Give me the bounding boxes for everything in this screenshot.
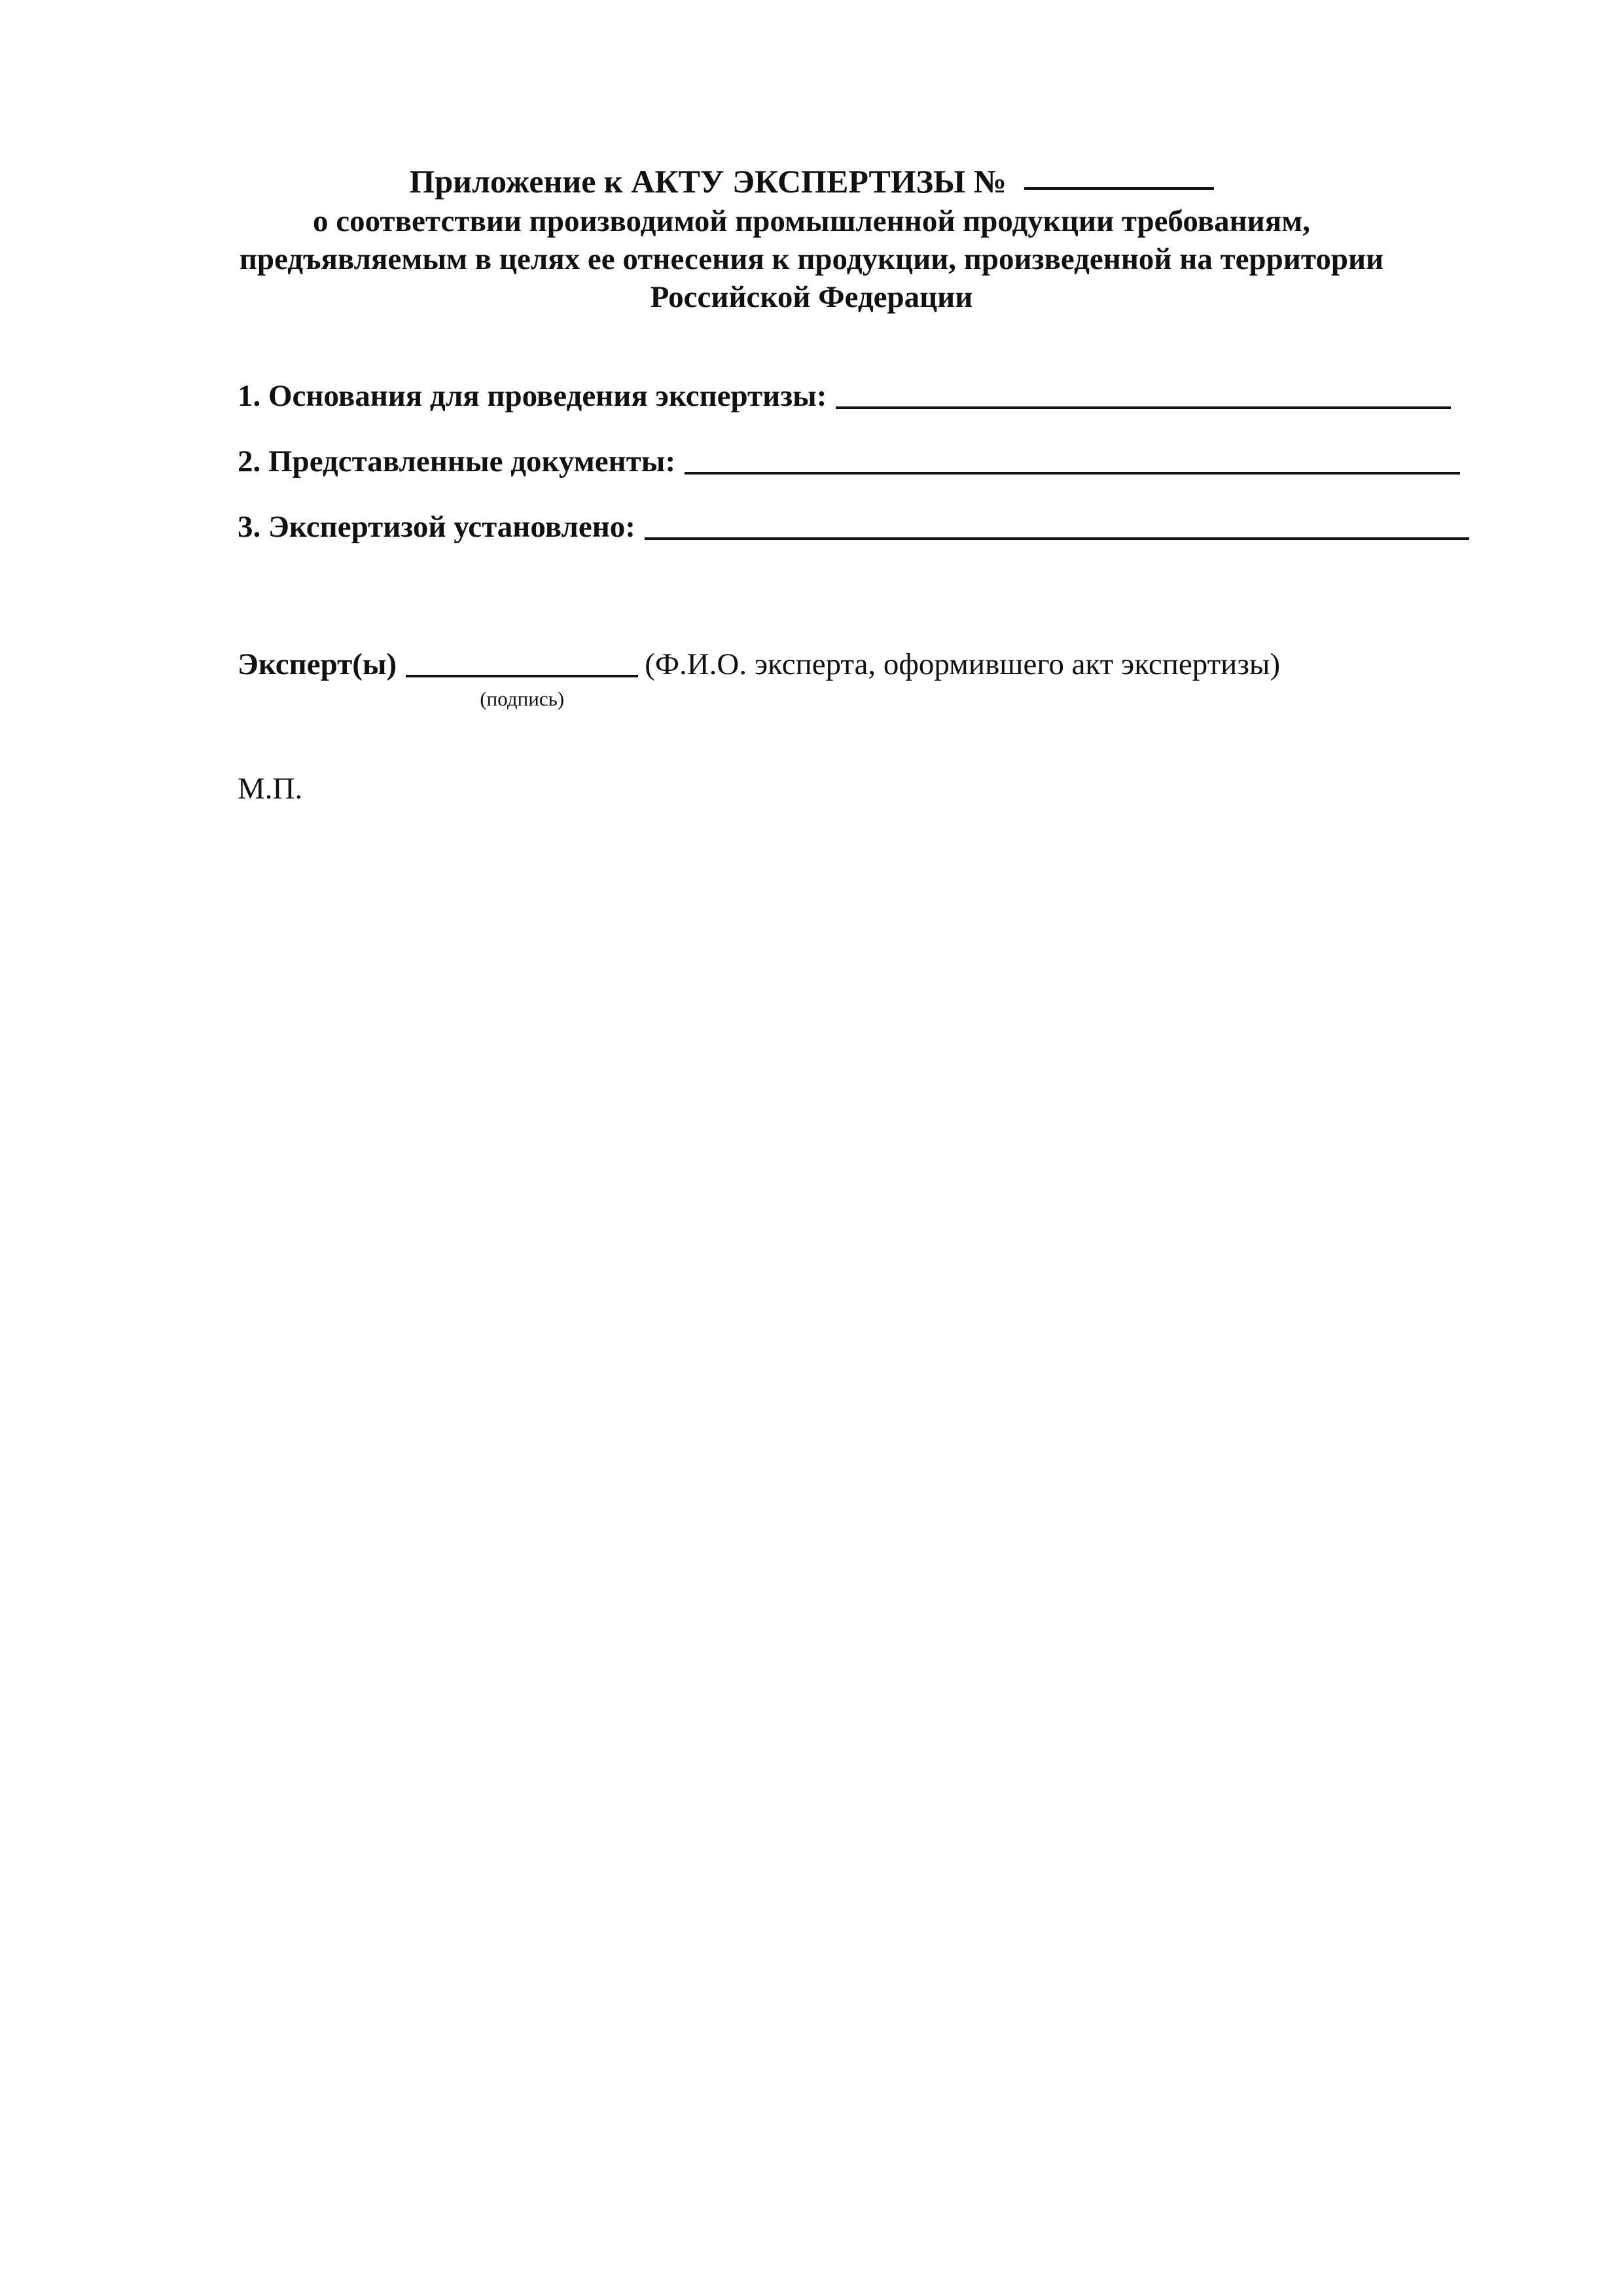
field-row-established bbox=[238, 507, 1469, 547]
field-row-documents bbox=[238, 442, 1460, 481]
signature-line bbox=[406, 675, 638, 677]
field-row-grounds bbox=[238, 376, 1451, 416]
title-line-2: о соответствии производимой промышленной продукции требованиям, bbox=[313, 204, 1310, 238]
field-blank-grounds[interactable] bbox=[836, 406, 1451, 409]
document-title bbox=[196, 160, 1427, 316]
title-act-label: Приложение к АКТУ ЭКСПЕРТИЗЫ № bbox=[409, 163, 1007, 200]
title-line-3: предъявляемым в целях ее отнесения к продукции, произведенной на территории bbox=[239, 242, 1384, 276]
expert-label: Эксперт(ы) bbox=[238, 647, 397, 681]
field-blank-established[interactable] bbox=[645, 537, 1469, 540]
field-label-grounds: 1. Основания для проведения экспертизы: bbox=[238, 379, 827, 413]
field-blank-documents[interactable] bbox=[685, 472, 1460, 475]
stamp-place-label: М.П. bbox=[238, 772, 303, 806]
title-line-4: Российской Федерации bbox=[650, 280, 973, 314]
signature-caption: (подпись) bbox=[480, 687, 565, 710]
field-label-established: 3. Экспертизой установлено: bbox=[238, 510, 635, 544]
expert-name-note: (Ф.И.О. эксперта, оформившего акт экспертизы) bbox=[645, 647, 1281, 681]
expert-signature-row bbox=[238, 645, 1281, 710]
signature-field[interactable] bbox=[406, 645, 638, 710]
act-number-blank[interactable] bbox=[1024, 187, 1214, 190]
title-line-1 bbox=[196, 160, 1427, 202]
field-label-documents: 2. Представленные документы: bbox=[238, 444, 676, 478]
